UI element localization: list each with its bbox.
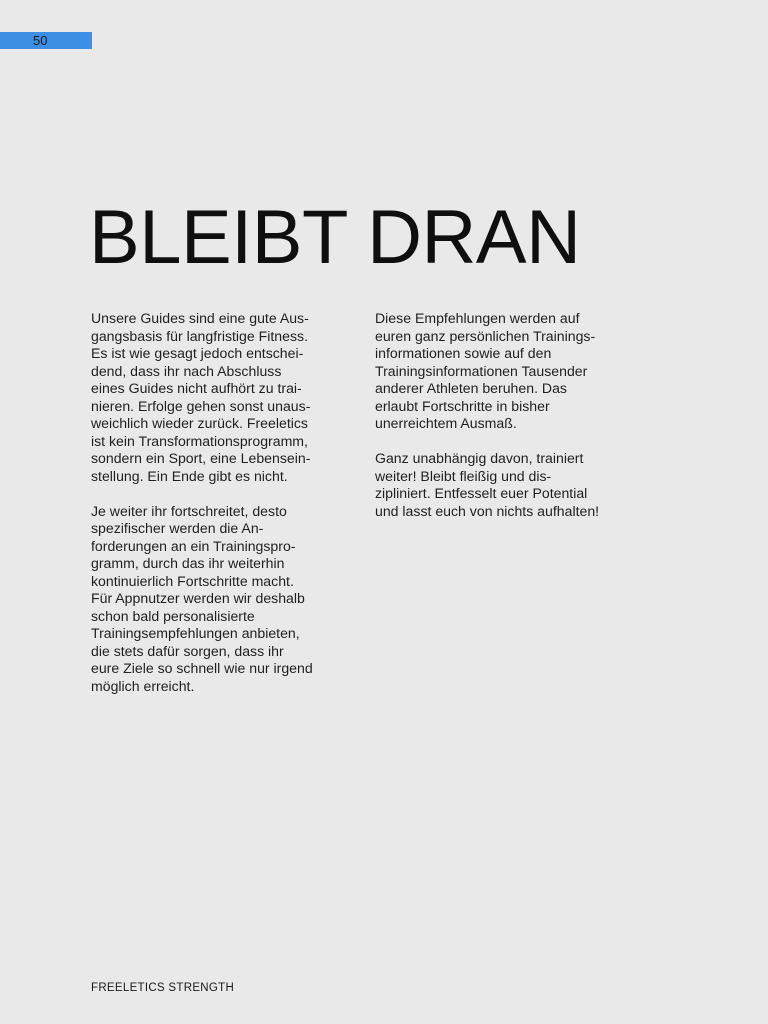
- text-line: eines Guides nicht aufhört zu trai-: [91, 380, 302, 396]
- text-line: Diese Empfehlungen werden auf: [375, 310, 580, 326]
- text-line: sondern ein Sport, eine Lebensein-: [91, 450, 311, 466]
- text-line: ist kein Transformationsprogramm,: [91, 432, 308, 449]
- text-column-left: [91, 310, 341, 713]
- text-line: Trainingsinformationen Tausender: [375, 362, 588, 379]
- text-line: spezifischer werden die An-: [91, 520, 264, 536]
- text-line: Unsere Guides sind eine gute Aus-: [91, 310, 309, 326]
- text-line: kontinuierlich Fortschritte macht.: [91, 572, 294, 589]
- paragraph: [91, 503, 341, 696]
- text-column-right: [375, 310, 635, 538]
- text-line: und lasst euch von nichts aufhalten!: [375, 502, 600, 519]
- text-line: anderer Athleten beruhen. Das: [375, 380, 567, 396]
- text-line: gramm, durch das ihr weiterhin: [91, 555, 285, 571]
- text-line: forderungen an ein Trainingspro-: [91, 537, 296, 554]
- paragraph: [91, 310, 341, 485]
- text-line: stellung. Ein Ende gibt es nicht.: [91, 467, 288, 484]
- paragraph: [375, 450, 635, 520]
- text-line: die stets dafür sorgen, dass ihr: [91, 642, 284, 659]
- text-line: Es ist wie gesagt jedoch entschei-: [91, 345, 304, 361]
- text-line: dend, dass ihr nach Abschluss: [91, 362, 282, 379]
- text-line: schon bald personalisierte: [91, 607, 255, 624]
- text-line: zipliniert. Entfesselt euer Potential: [375, 485, 588, 501]
- text-line: erlaubt Fortschritte in bisher: [375, 397, 550, 414]
- text-line: eure Ziele so schnell wie nur irgend: [91, 660, 313, 676]
- text-line: euren ganz persönlichen Trainings-: [375, 327, 596, 344]
- page-number-badge: [0, 32, 92, 49]
- text-line: Für Appnutzer werden wir deshalb: [91, 590, 305, 606]
- text-line: unerreichtem Ausmaß.: [375, 415, 517, 431]
- text-line: weichlich wieder zurück. Freeletics: [91, 415, 308, 431]
- text-line: nieren. Erfolge gehen sonst unaus-: [91, 397, 311, 414]
- paragraph: [375, 310, 635, 433]
- footer-title: FREELETICS STRENGTH: [91, 982, 235, 994]
- text-line: Je weiter ihr fortschreitet, desto: [91, 502, 287, 519]
- text-line: gangsbasis für langfristige Fitness.: [91, 327, 308, 344]
- page-title: BLEIBT DRAN: [89, 195, 581, 280]
- text-line: informationen sowie auf den: [375, 345, 552, 361]
- text-line: weiter! Bleibt fleißig und dis-: [375, 467, 552, 484]
- text-line: möglich erreicht.: [91, 677, 195, 694]
- page-number: 50: [33, 33, 48, 48]
- text-line: Trainingsempfehlungen anbieten,: [91, 625, 300, 641]
- text-line: Ganz unabhängig davon, trainiert: [375, 450, 584, 466]
